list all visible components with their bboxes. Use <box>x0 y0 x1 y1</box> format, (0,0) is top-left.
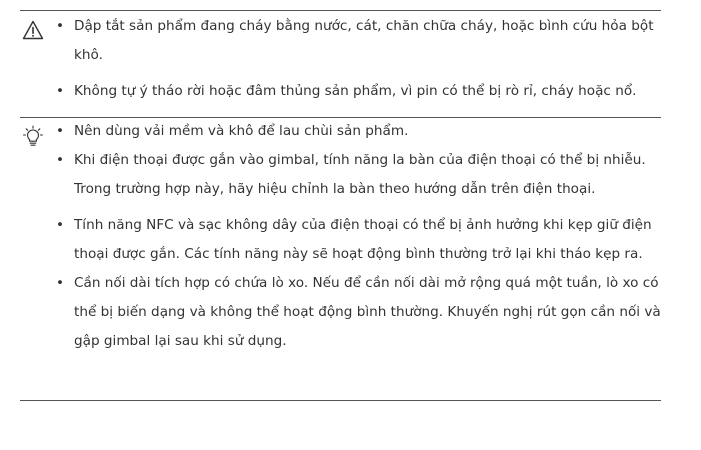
tips-list <box>56 117 676 356</box>
warning-item: • Dập tắt sản phẩm đang cháy bằng nước, cát, chăn chữa cháy, hoặc bình cứu hỏa bột khô. <box>56 12 676 70</box>
warning-triangle-icon <box>22 19 44 41</box>
bottom-divider <box>20 400 661 401</box>
tip-item: • Cần nối dài tích hợp có chứa lò xo. Nếu để cần nối dài mở rộng quá một tuần, lò xo có thể bị biến dạng và không thể hoạt động bình thường. Khuyến nghị rút gọn cần nối và gập gimbal lại sau khi sử dụng. <box>56 269 676 356</box>
top-divider <box>20 10 661 11</box>
warning-item: • Không tự ý tháo rời hoặc đâm thủng sản phẩm, vì pin có thể bị rò rỉ, cháy hoặc nổ. <box>56 77 676 106</box>
tip-item: • Tính năng NFC và sạc không dây của điện thoại có thể bị ảnh hưởng khi kẹp giữ điện thoại được gắn. Các tính năng này sẽ hoạt động bình thường trở lại khi tháo kẹp ra. <box>56 211 676 269</box>
tip-item: • Khi điện thoại được gắn vào gimbal, tính năng la bàn của điện thoại có thể bị nhiễu. Trong trường hợp này, hãy hiệu chỉnh la bàn theo hướng dẫn trên điện thoại. <box>56 146 676 204</box>
lightbulb-icon <box>22 125 44 147</box>
warning-list <box>56 12 676 106</box>
tip-item: • Nên dùng vải mềm và khô để lau chùi sản phẩm. <box>56 117 676 146</box>
